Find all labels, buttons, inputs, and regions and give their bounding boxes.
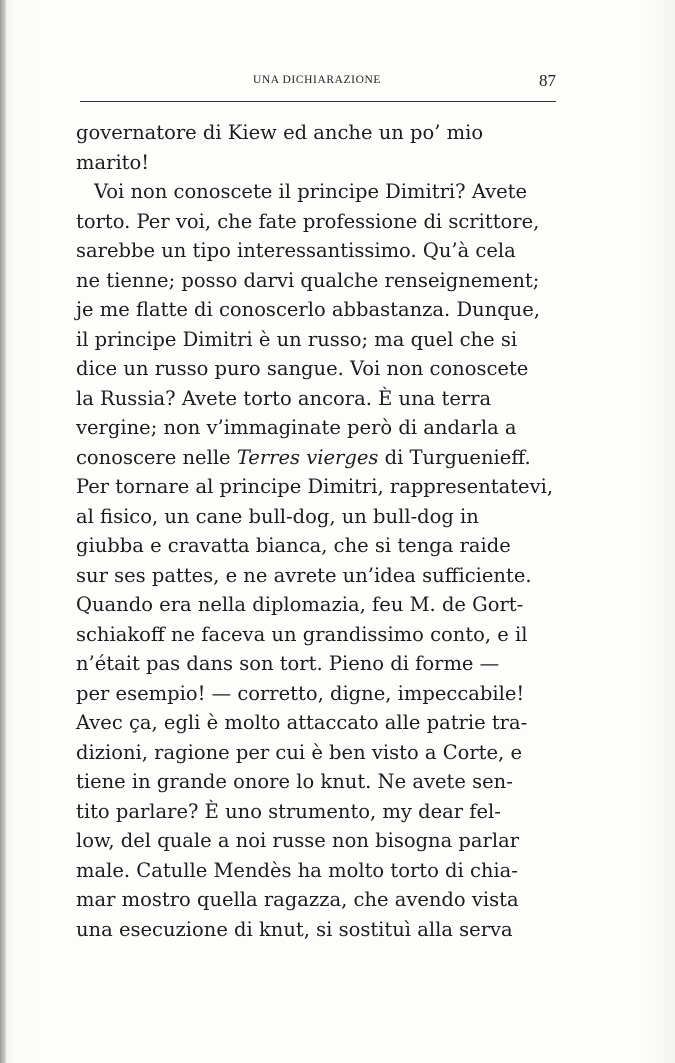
text-line: ne tienne; posso darvi qualche renseignement; xyxy=(76,268,540,292)
text-line: mar mostro quella ragazza, che avendo vista xyxy=(76,888,519,911)
line-text-before: conoscere nelle xyxy=(76,445,237,469)
text-line: torto. Per voi, che fate professione di scrittore, xyxy=(76,209,540,233)
page-spine-edge xyxy=(0,0,6,1063)
text-line: governatore di Kiew ed anche un po’ mio xyxy=(76,121,484,144)
text-line: vergine; non v’immaginate però di andarla a xyxy=(76,416,517,439)
line-text-after: di Turguenieff. xyxy=(378,445,531,469)
text-line: una esecuzione di knut, si sostituì alla serva xyxy=(76,917,513,941)
italic-book-title: Terres vierges xyxy=(236,445,379,469)
text-line: je me flatte di conoscerlo abbastanza. Dunque, xyxy=(76,298,540,321)
text-line: per esempio! — corretto, digne, impeccabile! xyxy=(76,681,525,705)
text-line: al fisico, un cane bull-dog, un bull-dog in xyxy=(76,504,479,528)
body-text xyxy=(76,118,560,944)
text-line: Avec ça, egli è molto attaccato alle patrie tra- xyxy=(76,711,528,734)
page-number: 87 xyxy=(539,71,556,90)
text-line-with-italic-title xyxy=(76,443,560,473)
running-title: UNA DICHIARAZIONE xyxy=(252,74,382,86)
running-head xyxy=(78,70,556,94)
text-line: n’était pas dans son tort. Pieno di forme — xyxy=(76,652,500,675)
text-line: Quando era nella diplomazia, feu M. de Gort- xyxy=(76,593,524,616)
text-line: tiene in grande onore lo knut. Ne avete sen- xyxy=(76,770,513,793)
text-line: dice un russo puro sangue. Voi non conoscete xyxy=(76,357,529,380)
text-line: dizioni, ragione per cui è ben visto a Corte, e xyxy=(76,740,522,764)
text-line: Per tornare al principe Dimitri, rappresentatevi, xyxy=(76,475,554,498)
text-line: male. Catulle Mendès ha molto torto di chia- xyxy=(76,858,518,882)
header-rule xyxy=(80,101,556,102)
text-line: low, del quale a noi russe non bisogna parlar xyxy=(76,829,520,852)
text-line: sur ses pattes, e ne avrete un’idea sufficiente. xyxy=(76,563,532,587)
text-line: sarebbe un tipo interessantissimo. Qu’à cela xyxy=(76,239,516,262)
text-line: schiakoff ne faceva un grandissimo conto, e il xyxy=(76,622,528,646)
text-line: marito! xyxy=(76,150,150,174)
text-line: la Russia? Avete torto ancora. È una terra xyxy=(76,386,492,410)
text-line: tito parlare? È uno strumento, my dear fel- xyxy=(76,799,501,823)
text-line: giubba e cravatta bianca, che si tenga raide xyxy=(76,534,511,557)
text-line: Voi non conoscete il principe Dimitri? Avete xyxy=(94,180,528,203)
text-line: il principe Dimitri è un russo; ma quel che si xyxy=(76,327,518,351)
